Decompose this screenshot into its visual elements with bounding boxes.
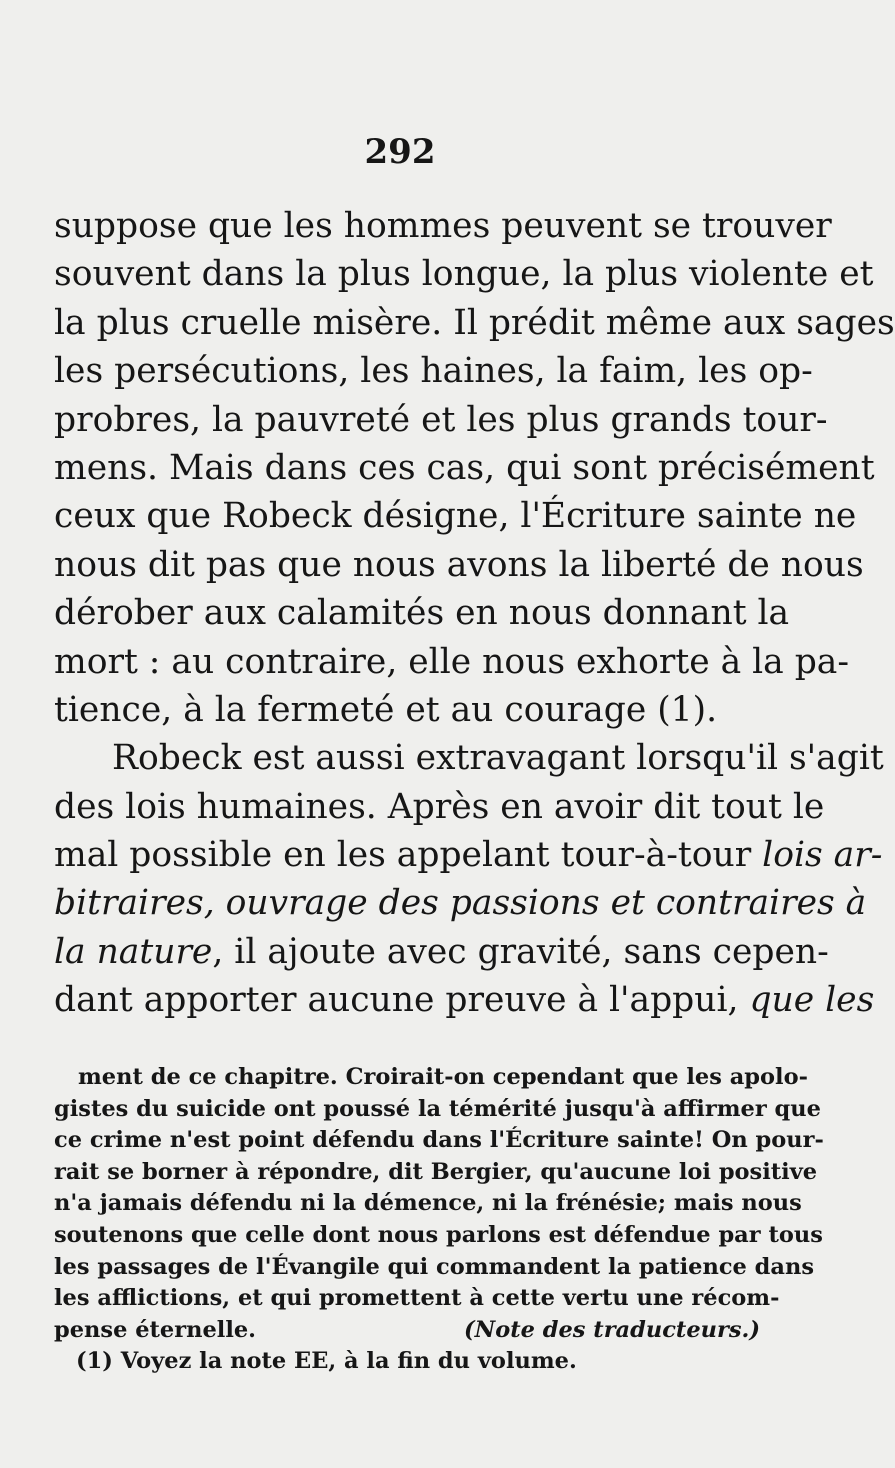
text-line: des lois humaines. Après en avoir dit tout le [54,786,825,827]
footnote-line: les afflictions, et qui promettent à cette vertu une récom- [54,1285,780,1312]
footnote-line: gistes du suicide ont poussé la témérité jusqu'à affirmer que [54,1095,821,1122]
footnote-line: ce crime n'est point défendu dans l'Écriture sainte! On pour- [54,1127,824,1154]
text-line: ceux que Robeck désigne, l'Écriture sainte ne [54,496,857,537]
text-segment: , il ajoute avec gravité, sans cepen- [212,931,829,972]
text-line [54,928,829,976]
text-line: probres, la pauvreté et les plus grands tour- [54,399,828,440]
page-number: 292 [364,132,436,172]
footnote-line [54,1315,760,1347]
text-segment: mal possible en les appelant tour-à-tour [54,835,752,876]
text-line [54,879,867,927]
text-line: tience, à la fermeté et au courage (1). [54,689,718,730]
footnote-line: les passages de l'Évangile qui commandent la patience dans [54,1253,815,1280]
footnote-line: n'a jamais défendu ni la démence, ni la frénésie; mais nous [54,1190,802,1217]
text-line: souvent dans la plus longue, la plus violente et [54,254,874,295]
main-text [54,202,895,1025]
text-line [54,976,875,1024]
italic-segment: la nature [54,931,213,972]
translator-note: (Note des traducteurs.) [464,1316,760,1343]
text-line: mens. Mais dans ces cas, qui sont précisément [54,447,875,488]
text-segment: dant apporter aucune preuve à l'appui, [54,980,739,1021]
italic-segment: bitraires, ouvrage des passions et contraires à [54,883,867,924]
text-line: mort : au contraire, elle nous exhorte à la pa- [54,641,850,682]
italic-segment: que les [749,980,875,1021]
text-line: les persécutions, les haines, la faim, les op- [54,351,813,392]
footnotes [54,1062,824,1378]
italic-segment: lois ar- [762,835,883,876]
footnote-text: pense éternelle. [54,1316,257,1343]
footnote-reference: (1) Voyez la note EE, à la fin du volume. [76,1348,577,1375]
footnote-line: ment de ce chapitre. Croirait-on cependant que les apolo- [78,1064,808,1090]
text-line: suppose que les hommes peuvent se trouver [54,206,832,246]
text-line: la plus cruelle misère. Il prédit même aux sages [54,302,895,343]
text-line: Robeck est aussi extravagant lorsqu'il s'agit [112,738,884,779]
footnote-line: soutenons que celle dont nous parlons est défendue par tous [54,1221,823,1248]
text-line: nous dit pas que nous avons la liberté de nous [54,544,864,585]
text-line [54,831,883,879]
footnote-line: rait se borner à répondre, dit Bergier, qu'aucune loi positive [54,1158,818,1185]
text-line: dérober aux calamités en nous donnant la [54,593,790,634]
